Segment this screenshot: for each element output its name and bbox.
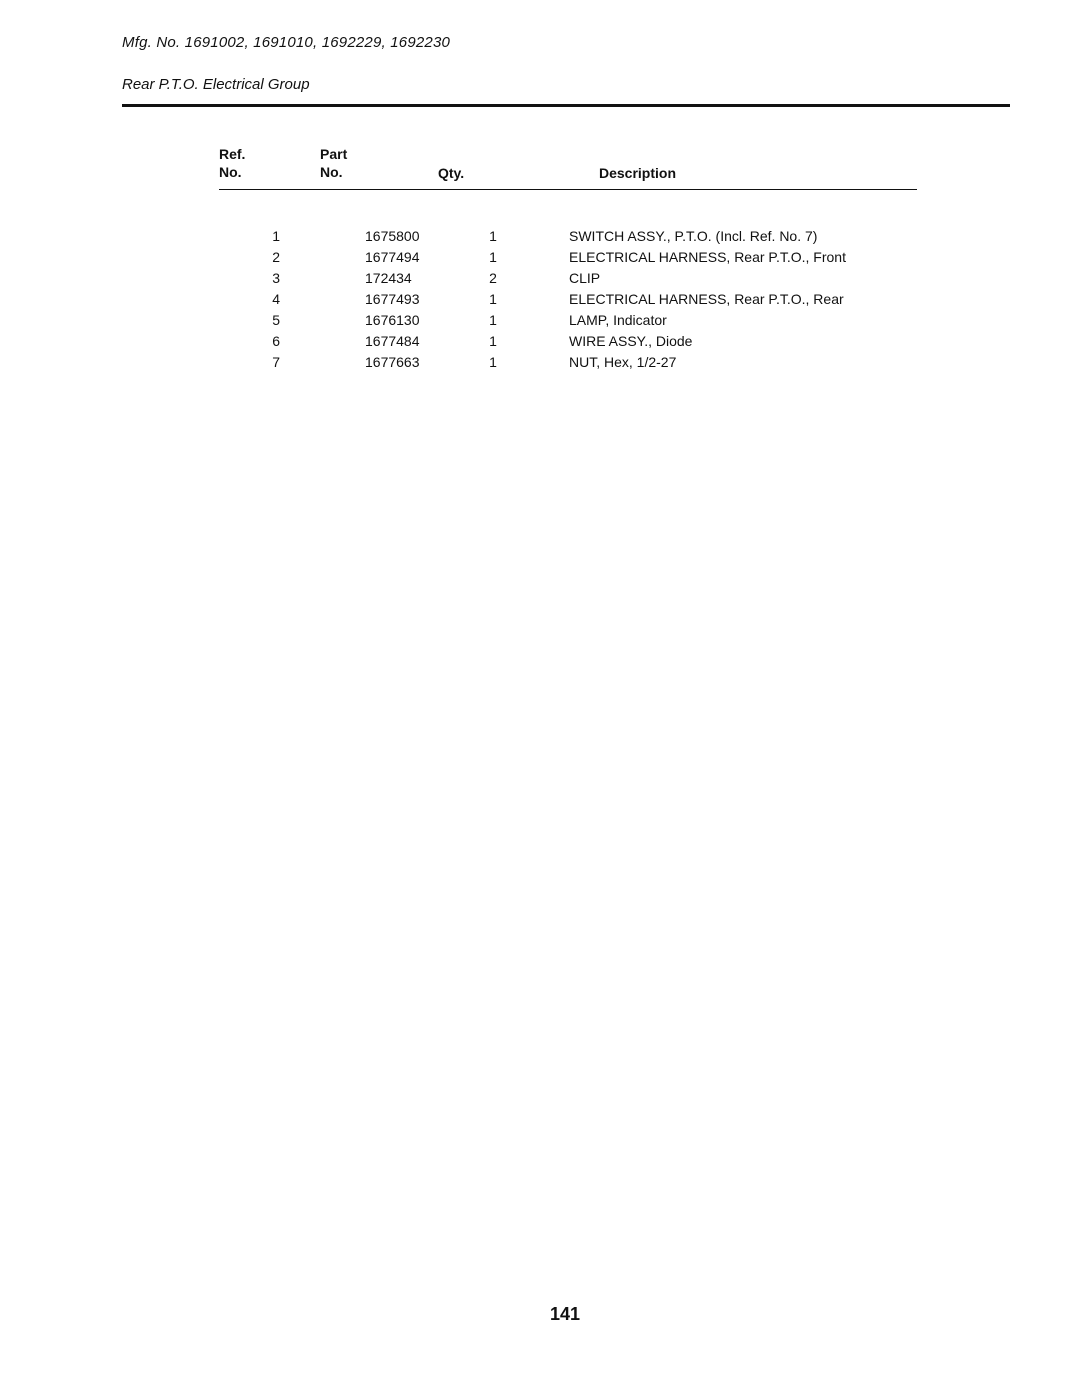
table-row [0, 247, 1080, 268]
row-part-number: 1675800 [365, 228, 420, 244]
row-ref: 4 [272, 291, 280, 307]
row-ref: 2 [272, 249, 280, 265]
table-header-divider [219, 189, 917, 190]
row-ref: 6 [272, 333, 280, 349]
row-qty: 1 [489, 312, 497, 328]
row-qty: 2 [489, 270, 497, 286]
row-part-number: 1676130 [365, 312, 420, 328]
row-qty: 1 [489, 249, 497, 265]
row-part-number: 172434 [365, 270, 412, 286]
column-header-ref-line1: Ref. [219, 146, 246, 162]
row-qty: 1 [489, 333, 497, 349]
column-header-part [320, 145, 347, 181]
row-qty: 1 [489, 354, 497, 370]
table-row [0, 268, 1080, 289]
group-title: Rear P.T.O. Electrical Group [122, 76, 310, 93]
row-description: CLIP [569, 270, 601, 286]
row-description: SWITCH ASSY., P.T.O. (Incl. Ref. No. 7) [569, 228, 818, 244]
row-qty: 1 [489, 291, 497, 307]
mfg-number-line: Mfg. No. 1691002, 1691010, 1692229, 1692230 [122, 34, 451, 51]
table-row [0, 352, 1080, 373]
row-description: ELECTRICAL HARNESS, Rear P.T.O., Front [569, 249, 846, 265]
column-header-description: Description [599, 165, 677, 181]
row-part-number: 1677663 [365, 354, 420, 370]
row-ref: 1 [272, 228, 280, 244]
row-description: WIRE ASSY., Diode [569, 333, 693, 349]
column-header-qty: Qty. [438, 165, 465, 181]
column-header-ref-line2: No. [219, 164, 242, 180]
column-header-ref [219, 145, 245, 181]
parts-table-body [0, 226, 1080, 373]
row-description: NUT, Hex, 1/2-27 [569, 354, 677, 370]
table-row [0, 310, 1080, 331]
row-part-number: 1677493 [365, 291, 420, 307]
table-row [0, 289, 1080, 310]
row-part-number: 1677494 [365, 249, 420, 265]
column-header-part-line2: No. [320, 164, 343, 180]
table-row [0, 331, 1080, 352]
table-row [0, 226, 1080, 247]
row-part-number: 1677484 [365, 333, 420, 349]
row-description: ELECTRICAL HARNESS, Rear P.T.O., Rear [569, 291, 844, 307]
row-qty: 1 [489, 228, 497, 244]
header-divider [122, 104, 1010, 107]
row-ref: 7 [272, 354, 280, 370]
row-ref: 3 [272, 270, 280, 286]
column-header-part-line1: Part [320, 146, 348, 162]
row-description: LAMP, Indicator [569, 312, 667, 328]
row-ref: 5 [272, 312, 280, 328]
page-number: 141 [549, 1304, 581, 1324]
